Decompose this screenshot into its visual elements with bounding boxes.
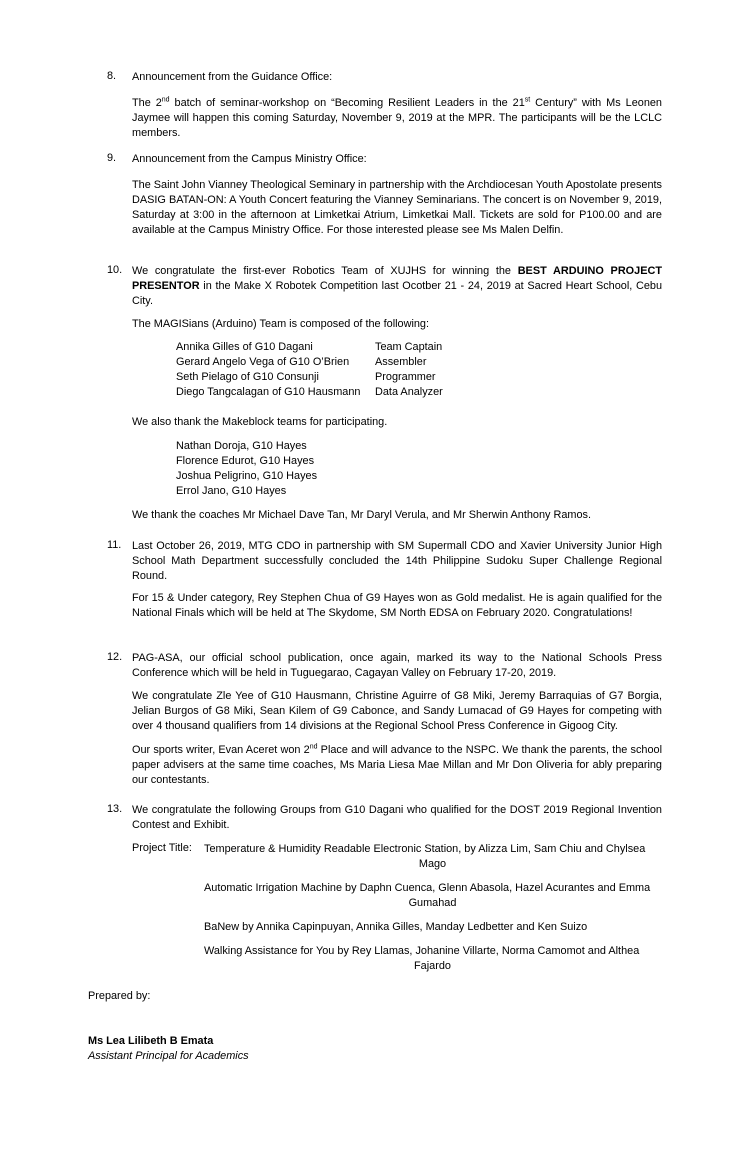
item-heading: Announcement from the Guidance Office: (132, 71, 333, 83)
makeblock-member: Nathan Doroja, G10 Hayes (176, 440, 307, 452)
makeblock-member: Errol Jano, G10 Hayes (176, 485, 287, 497)
makeblock-member: Florence Edurot, G10 Hayes (176, 455, 315, 467)
team-intro: The MAGISians (Arduino) Team is composed of the following: (132, 318, 430, 330)
item-number: 9. (107, 152, 117, 164)
item-heading: Last October 26, 2019, MTG CDO in partnership with SM Supermall CDO and Xavier University Junior High School Math Department successfully concluded the 14th Philippine Sudoku Super Challenge Regional Round. (132, 540, 662, 582)
prepared-by-label: Prepared by: (88, 990, 151, 1002)
item-paragraph: The 2nd batch of seminar-workshop on “Becoming Resilient Leaders in the 21st Century” with Ms Leonen Jaymee will happen this coming Saturday, November 9, 2019 at the MPR. The participants will be the LCLC members. (132, 96, 662, 139)
item-paragraph: Our sports writer, Evan Aceret won 2nd Place and will advance to the NSPC. We thank the parents, the school paper advisers at the same time coaches, Ms Maria Liesa Mae Millan and Mr Don Oliveria for ably preparing our contestants. (132, 743, 662, 786)
project-entry: BaNew by Annika Capinpuyan, Annika Gilles, Manday Ledbetter and Ken Suizo (204, 921, 588, 933)
project-entry: Temperature & Humidity Readable Electronic Station, by Alizza Lim, Sam Chiu and Chylsea Mago (204, 843, 646, 870)
coaches-text: We thank the coaches Mr Michael Dave Tan, Mr Daryl Verula, and Mr Sherwin Anthony Ramos. (132, 509, 592, 521)
item-paragraph: For 15 & Under category, Rey Stephen Chua of G9 Hayes won as Gold medalist. He is again qualified for the National Finals which will be held at The Skydome, SM North EDSA on February 2020. Congratulations! (132, 592, 662, 619)
item-paragraph: The Saint John Vianney Theological Seminary in partnership with the Archdiocesan Youth Apostolate presents DASIG BATAN-ON: A Youth Concert featuring the Vianney Seminarians. The concert is on November 9, 2019, Saturday at 3:00 in the afternoon at Limketkai Atrium, Limketkai Mall. Tickets are sold for P100.00 and are available at the Campus Ministry Office. For those interested please see Ms Malen Delfin. (132, 179, 662, 236)
project-entry: Automatic Irrigation Machine by Daphn Cuenca, Glenn Abasola, Hazel Acurantes and Emma Gumahad (204, 882, 651, 909)
item-number: 10. (107, 264, 123, 276)
makeblock-member: Joshua Peligrino, G10 Hayes (176, 470, 318, 482)
signatory-title: Assistant Principal for Academics (88, 1050, 249, 1062)
item-number: 13. (107, 803, 123, 815)
item-heading: We congratulate the first-ever Robotics Team of XUJHS for winning the BEST ARDUINO PROJECT PRESENTOR in the Make X Robotek Competition last Ocotber 21 - 24, 2019 at Sacred Heart School, Cebu City. (132, 265, 662, 307)
item-heading: Announcement from the Campus Ministry Office: (132, 153, 367, 165)
document-page: 8. Announcement from the Guidance Office: The 2nd batch of seminar-workshop on “Becoming Resilient Leaders in the 21st Century” with Ms Leonen Jaymee will happen this coming Saturday, November 9, 2019 at the MPR. The participants will be the LCLC members. 9. Announcement from the Campus Ministry Office: The Saint John Vianney Theological Seminary in partnership with the Archdiocesan Youth Apostolate presents DASIG BATAN-ON: A Youth Concert featuring the Vianney Seminarians. The concert is on November 9, 2019, Saturday at 3:00 in the afternoon at Limketkai Atrium, Limketkai Mall. Tickets are sold for P100.00 and are available at the Campus Ministry Office. For those interested please see Ms Malen Delfin. 10. We congratulate the first-ever Robotics Team of XUJHS for winning the BEST ARDUINO PROJECT PRESENTOR in the Make X Robotek Competition last Ocotber 21 - 24, 2019 at Sacred Heart School, Cebu City. The MAGISians (Arduino) Team is composed of the following: Annika Gilles of G10 Dagani Team Captain Gerard Angelo Vega of G10 O’Brien Assembler Seth Pielago of G10 Consunji Programmer Diego Tangcalagan of G10 Hausmann Data Analyzer We also thank the Makeblock teams for participating. Nathan Doroja, G10 Hayes Florence Edurot, G10 Hayes Joshua Peligrino, G10 Hayes Errol Jano, G10 Hayes We thank the coaches Mr Michael Dave Tan, Mr Daryl Verula, and Mr Sherwin Anthony Ramos. 11. Last October 26, 2019, MTG CDO in partnership with SM Supermall CDO and Xavier University Junior High School Math Department successfully concluded the 14th Philippine Sudoku Super Challenge Regional Round. For 15 & Under category, Rey Stephen Chua of G9 Hayes won as Gold medalist. He is again qualified for the National Finals which will be held at The Skydome, SM North EDSA on February 2020. Congratulations! 12. PAG-ASA, our official school publication, once again, marked its way to the National Schools Press Conference which will be held in Tuguegarao, Cagayan Valley on February 17-20, 2019. We congratulate Zle Yee of G10 Hausmann, Christine Aguirre of G8 Miki, Jeremy Barraquias of G7 Borgia, Jelian Burgos of G8 Miki, Sean Kilem of G9 Cabonce, and Sandy Lumacad of G9 Hayes for competing with over 4 thousand qualifiers from 14 divisions at the Regional School Press Conference in Gigoog City. Our sports writer, Evan Aceret won 2nd Place and will advance to the NSPC. We thank the parents, the school paper advisers at the same time coaches, Ms Maria Liesa Mae Millan and Mr Don Oliveria for ably preparing our contestants. 13. We congratulate the following Groups from G10 Dagani who qualified for the DOST 2019 Regional Invention Contest and Exhibit. Project Title: Temperature & Humidity Readable Electronic Station, by Alizza Lim, Sam Chiu and Chylsea Mago Automatic Irrigation Machine by Daphn Cuenca, Glenn Abasola, Hazel Acurantes and Emma Gumahad BaNew by Annika Capinpuyan, Annika Gilles, Manday Ledbetter and Ken Suizo Walking Assistance for You by Rey Llamas, Johanine Villarte, Norma Camomot and Althea Fajardo Prepared by: Ms Lea Lilibeth B Emata Assistant Principal for Academics (88, 70, 662, 1062)
makeblock-intro: We also thank the Makeblock teams for participating. (132, 416, 388, 428)
item-number: 12. (107, 651, 123, 663)
item-number: 8. (107, 70, 117, 82)
signatory-name: Ms Lea Lilibeth B Emata (88, 1035, 214, 1047)
item-heading: PAG-ASA, our official school publication, once again, marked its way to the National Schools Press Conference which will be held in Tuguegarao, Cagayan Valley on February 17-20, 2019. (132, 652, 662, 679)
project-title-label: Project Title: (132, 842, 192, 854)
project-entry: Walking Assistance for You by Rey Llamas, Johanine Villarte, Norma Camomot and Althea Fajardo (204, 945, 640, 972)
item-heading: We congratulate the following Groups from G10 Dagani who qualified for the DOST 2019 Regional Invention Contest and Exhibit. (132, 804, 662, 831)
item-number: 11. (107, 539, 122, 551)
item-paragraph: We congratulate Zle Yee of G10 Hausmann, Christine Aguirre of G8 Miki, Jeremy Barraquias of G7 Borgia, Jelian Burgos of G8 Miki, Sean Kilem of G9 Cabonce, and Sandy Lumacad of G9 Hayes for competing with over 4 thousand qualifiers from 14 divisions at the Regional School Press Conference in Gigoog City. (132, 690, 662, 732)
